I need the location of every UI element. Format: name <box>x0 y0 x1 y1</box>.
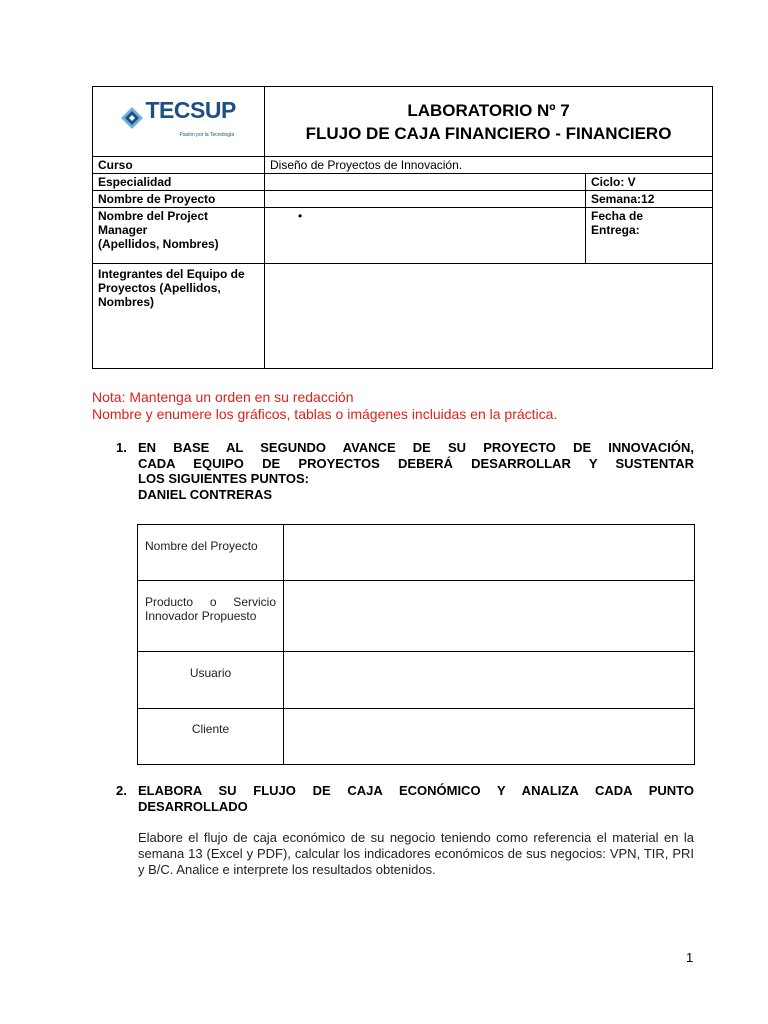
integrantes-label <box>93 264 265 369</box>
note-line1: Nota: Mantenga un orden en su redacción <box>92 389 354 405</box>
integrantes-line2: Proyectos (Apellidos, <box>98 281 221 295</box>
ciclo-label: Ciclo: V <box>586 174 713 191</box>
project-table <box>137 524 695 765</box>
project-manager-label <box>93 208 265 264</box>
tecsup-logo <box>120 97 238 138</box>
usuario-row-label: Usuario <box>138 652 284 709</box>
pm-label-line1: Nombre del Project <box>98 209 209 223</box>
fecha-label-line2: Entrega: <box>591 223 640 237</box>
note-line2: Nombre y enumere los gráficos, tablas o imágenes incluidas en la práctica. <box>92 406 558 422</box>
especialidad-label: Especialidad <box>93 174 265 191</box>
project-manager-value[interactable] <box>265 208 586 264</box>
curso-label: Curso <box>93 157 265 174</box>
page-number: 1 <box>686 950 694 965</box>
especialidad-value[interactable] <box>265 174 586 191</box>
title-cell <box>265 87 713 157</box>
q1-number: 1. <box>116 440 127 455</box>
pm-bullet: • <box>298 209 303 223</box>
pm-label-line3: (Apellidos, Nombres) <box>98 237 219 251</box>
integrantes-line3: Nombres) <box>98 295 155 309</box>
producto-row-value[interactable] <box>284 581 695 652</box>
lab-title: LABORATORIO Nº 7 <box>407 100 570 120</box>
q1-line3: LOS SIGUIENTES PUNTOS: <box>138 471 309 486</box>
fecha-entrega-label <box>586 208 713 264</box>
producto-line2: Innovador Propuesto <box>145 609 257 623</box>
q2-number: 2. <box>116 783 127 798</box>
q2-line2: DESARROLLADO <box>138 798 248 814</box>
q1-text <box>138 440 694 502</box>
nombre-proyecto-row-label: Nombre del Proyecto <box>138 525 284 581</box>
fecha-label-line1: Fecha de <box>591 209 644 223</box>
q2-paragraph: Elabore el flujo de caja económico de su negocio teniendo como referencia el material en la semana 13 (Excel y PDF), calcular los indicadores económicos de sus negocios: VPN, TIR, PRI y B/C. Analice e interprete los resultados obtenidos. <box>138 830 694 877</box>
producto-row-label <box>138 581 284 652</box>
logo-wordmark: TECSUP <box>145 97 236 123</box>
header-table <box>92 86 713 369</box>
integrantes-value[interactable] <box>265 264 713 369</box>
tecsup-logo-icon <box>120 106 144 130</box>
cliente-row-value[interactable] <box>284 709 695 765</box>
q2-text <box>138 783 694 814</box>
logo-tagline: Pasión por la Tecnología <box>179 132 235 138</box>
nombre-proyecto-row-value[interactable] <box>284 525 695 581</box>
nombre-proyecto-value[interactable] <box>265 191 586 208</box>
q2-line1: ELABORA SU FLUJO DE CAJA ECONÓMICO Y ANALIZA CADA PUNTO <box>138 783 694 798</box>
producto-line1: Producto o Servicio <box>145 595 276 609</box>
lab-subtitle: FLUJO DE CAJA FINANCIERO - FINANCIERO <box>305 123 672 143</box>
usuario-row-value[interactable] <box>284 652 695 709</box>
integrantes-line1: Integrantes del Equipo de <box>98 267 245 281</box>
semana-label: Semana:12 <box>586 191 713 208</box>
logo-cell <box>93 87 265 157</box>
cliente-row-label: Cliente <box>138 709 284 765</box>
pm-label-line2: Manager <box>98 223 148 237</box>
q1-line2: CADA EQUIPO DE PROYECTOS DEBERÁ DESARROLLAR Y SUSTENTAR <box>138 455 694 471</box>
q1-line4: DANIEL CONTRERAS <box>138 486 273 502</box>
q1-line1: EN BASE AL SEGUNDO AVANCE DE SU PROYECTO DE INNOVACIÓN, <box>138 440 694 455</box>
nombre-proyecto-label: Nombre de Proyecto <box>93 191 265 208</box>
curso-value: Diseño de Proyectos de Innovación. <box>265 157 713 174</box>
